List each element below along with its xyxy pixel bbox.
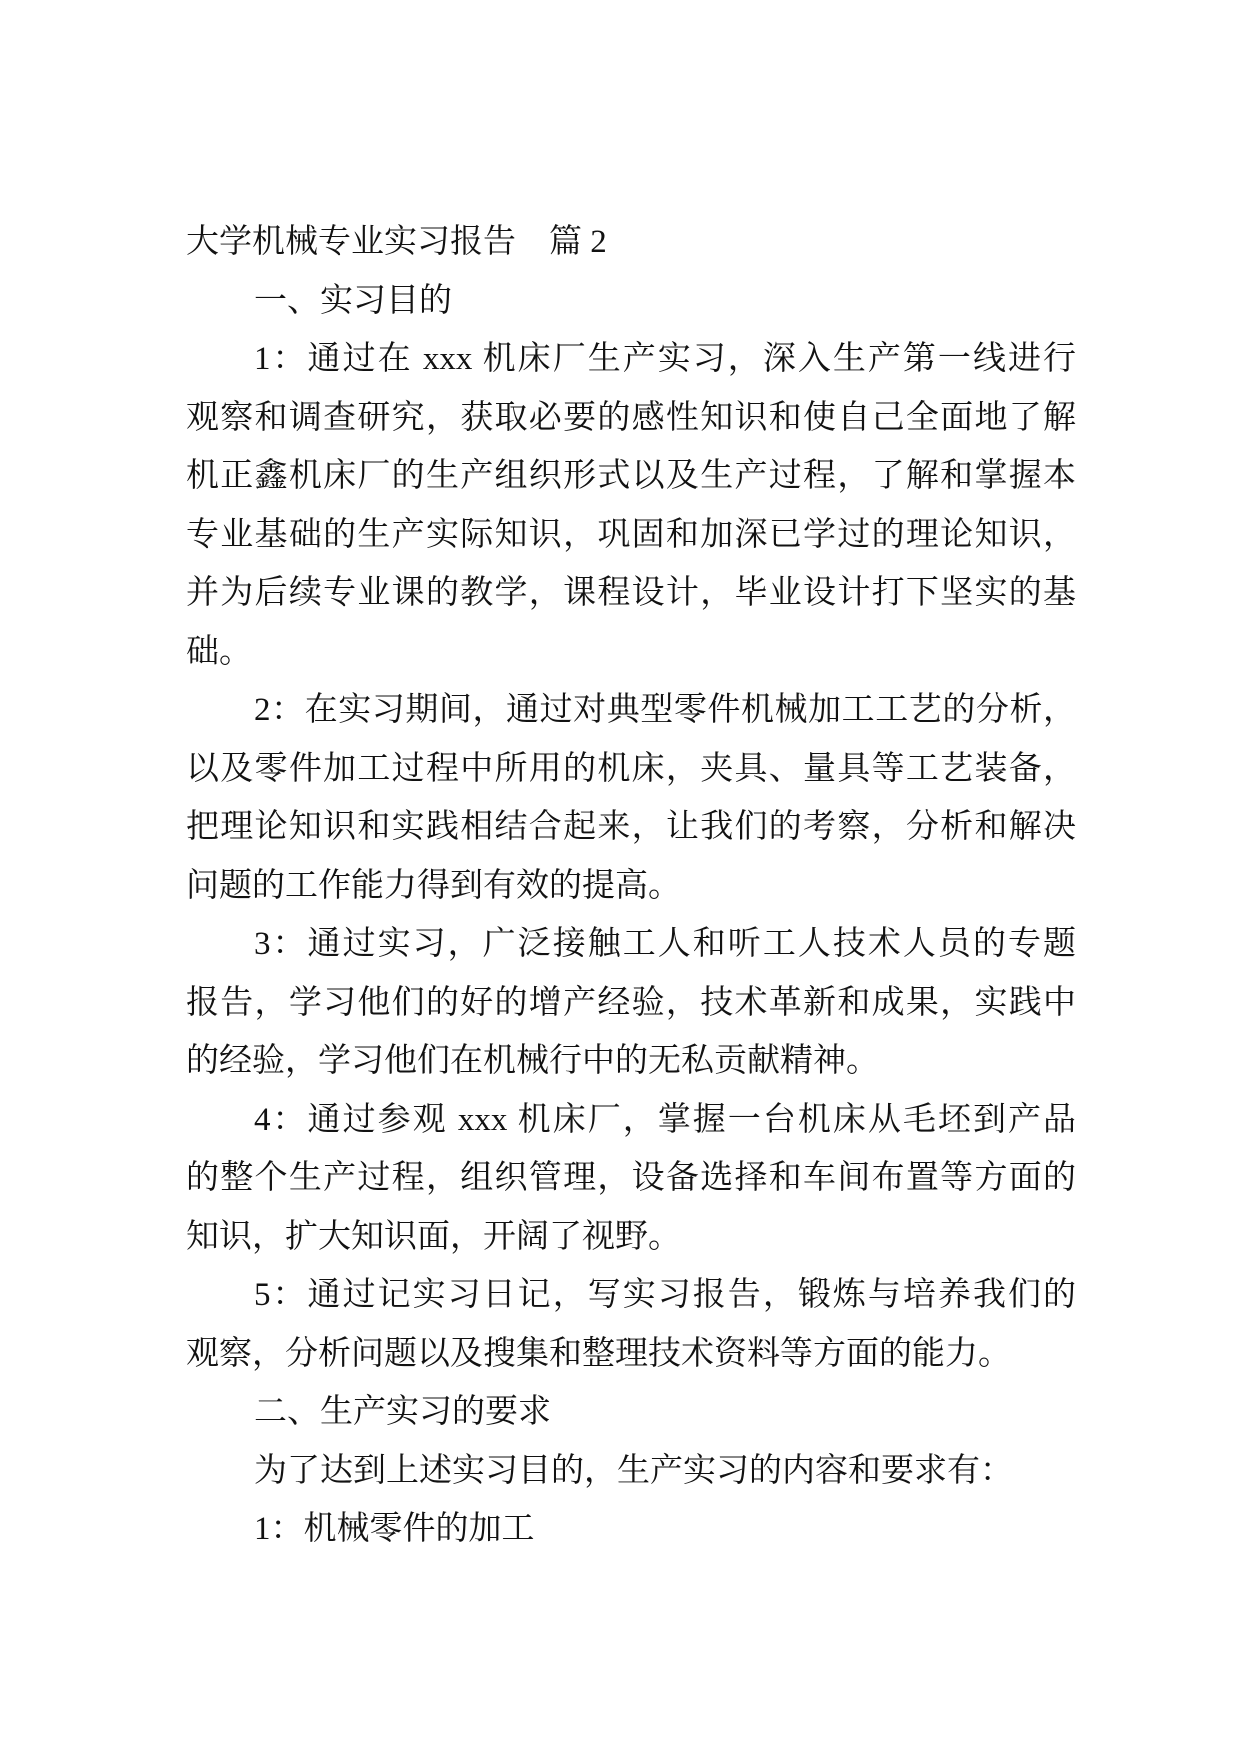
text-line: 5：通过记实习日记，写实习报告，锻炼与培养我们的 bbox=[254, 1277, 1076, 1313]
text-line: 2：在实习期间，通过对典型零件机械加工工艺的分析， bbox=[254, 692, 1076, 728]
text-line: 以及零件加工过程中所用的机床，夹具、量具等工艺装备， bbox=[186, 750, 1076, 787]
text-line: 观察和调查研究，获取必要的感性知识和使自己全面地了解 bbox=[186, 399, 1076, 436]
text-line: 知识，扩大知识面，开阔了视野。 bbox=[186, 1218, 681, 1255]
text-line: 4：通过参观 xxx 机床厂，掌握一台机床从毛坯到产品 bbox=[254, 1101, 1076, 1138]
text-line: 的整个生产过程，组织管理，设备选择和车间布置等方面的 bbox=[186, 1160, 1076, 1196]
text-line: 观察，分析问题以及搜集和整理技术资料等方面的能力。 bbox=[186, 1335, 1011, 1372]
text-line: 把理论知识和实践相结合起来，让我们的考察，分析和解决 bbox=[186, 809, 1076, 845]
text-line: 1：通过在 xxx 机床厂生产实习，深入生产第一线进行 bbox=[254, 341, 1076, 377]
text-line: 机正鑫机床厂的生产组织形式以及生产过程，了解和掌握本 bbox=[186, 458, 1076, 494]
text-line: 问题的工作能力得到有效的提高。 bbox=[186, 867, 681, 904]
text-line: 报告，学习他们的好的增产经验，技术革新和成果，实践中 bbox=[186, 984, 1076, 1021]
document-title: 大学机械专业实习报告 篇 2 bbox=[186, 224, 607, 260]
text-line: 的经验，学习他们在机械行中的无私贡献精神。 bbox=[186, 1043, 879, 1079]
text-line: 专业基础的生产实际知识，巩固和加深已学过的理论知识， bbox=[186, 516, 1076, 553]
text-line: 础。 bbox=[186, 633, 252, 670]
text-line: 1：机械零件的加工 bbox=[254, 1511, 535, 1547]
text-line: 并为后续专业课的教学，课程设计，毕业设计打下坚实的基 bbox=[186, 575, 1076, 611]
text-line: 3：通过实习，广泛接触工人和听工人技术人员的专题 bbox=[254, 926, 1076, 962]
section-heading: 二、生产实习的要求 bbox=[254, 1394, 551, 1430]
section-heading: 一、实习目的 bbox=[254, 282, 452, 319]
text-line: 为了达到上述实习目的，生产实习的内容和要求有： bbox=[254, 1452, 1013, 1489]
document-body bbox=[186, 213, 1076, 1559]
